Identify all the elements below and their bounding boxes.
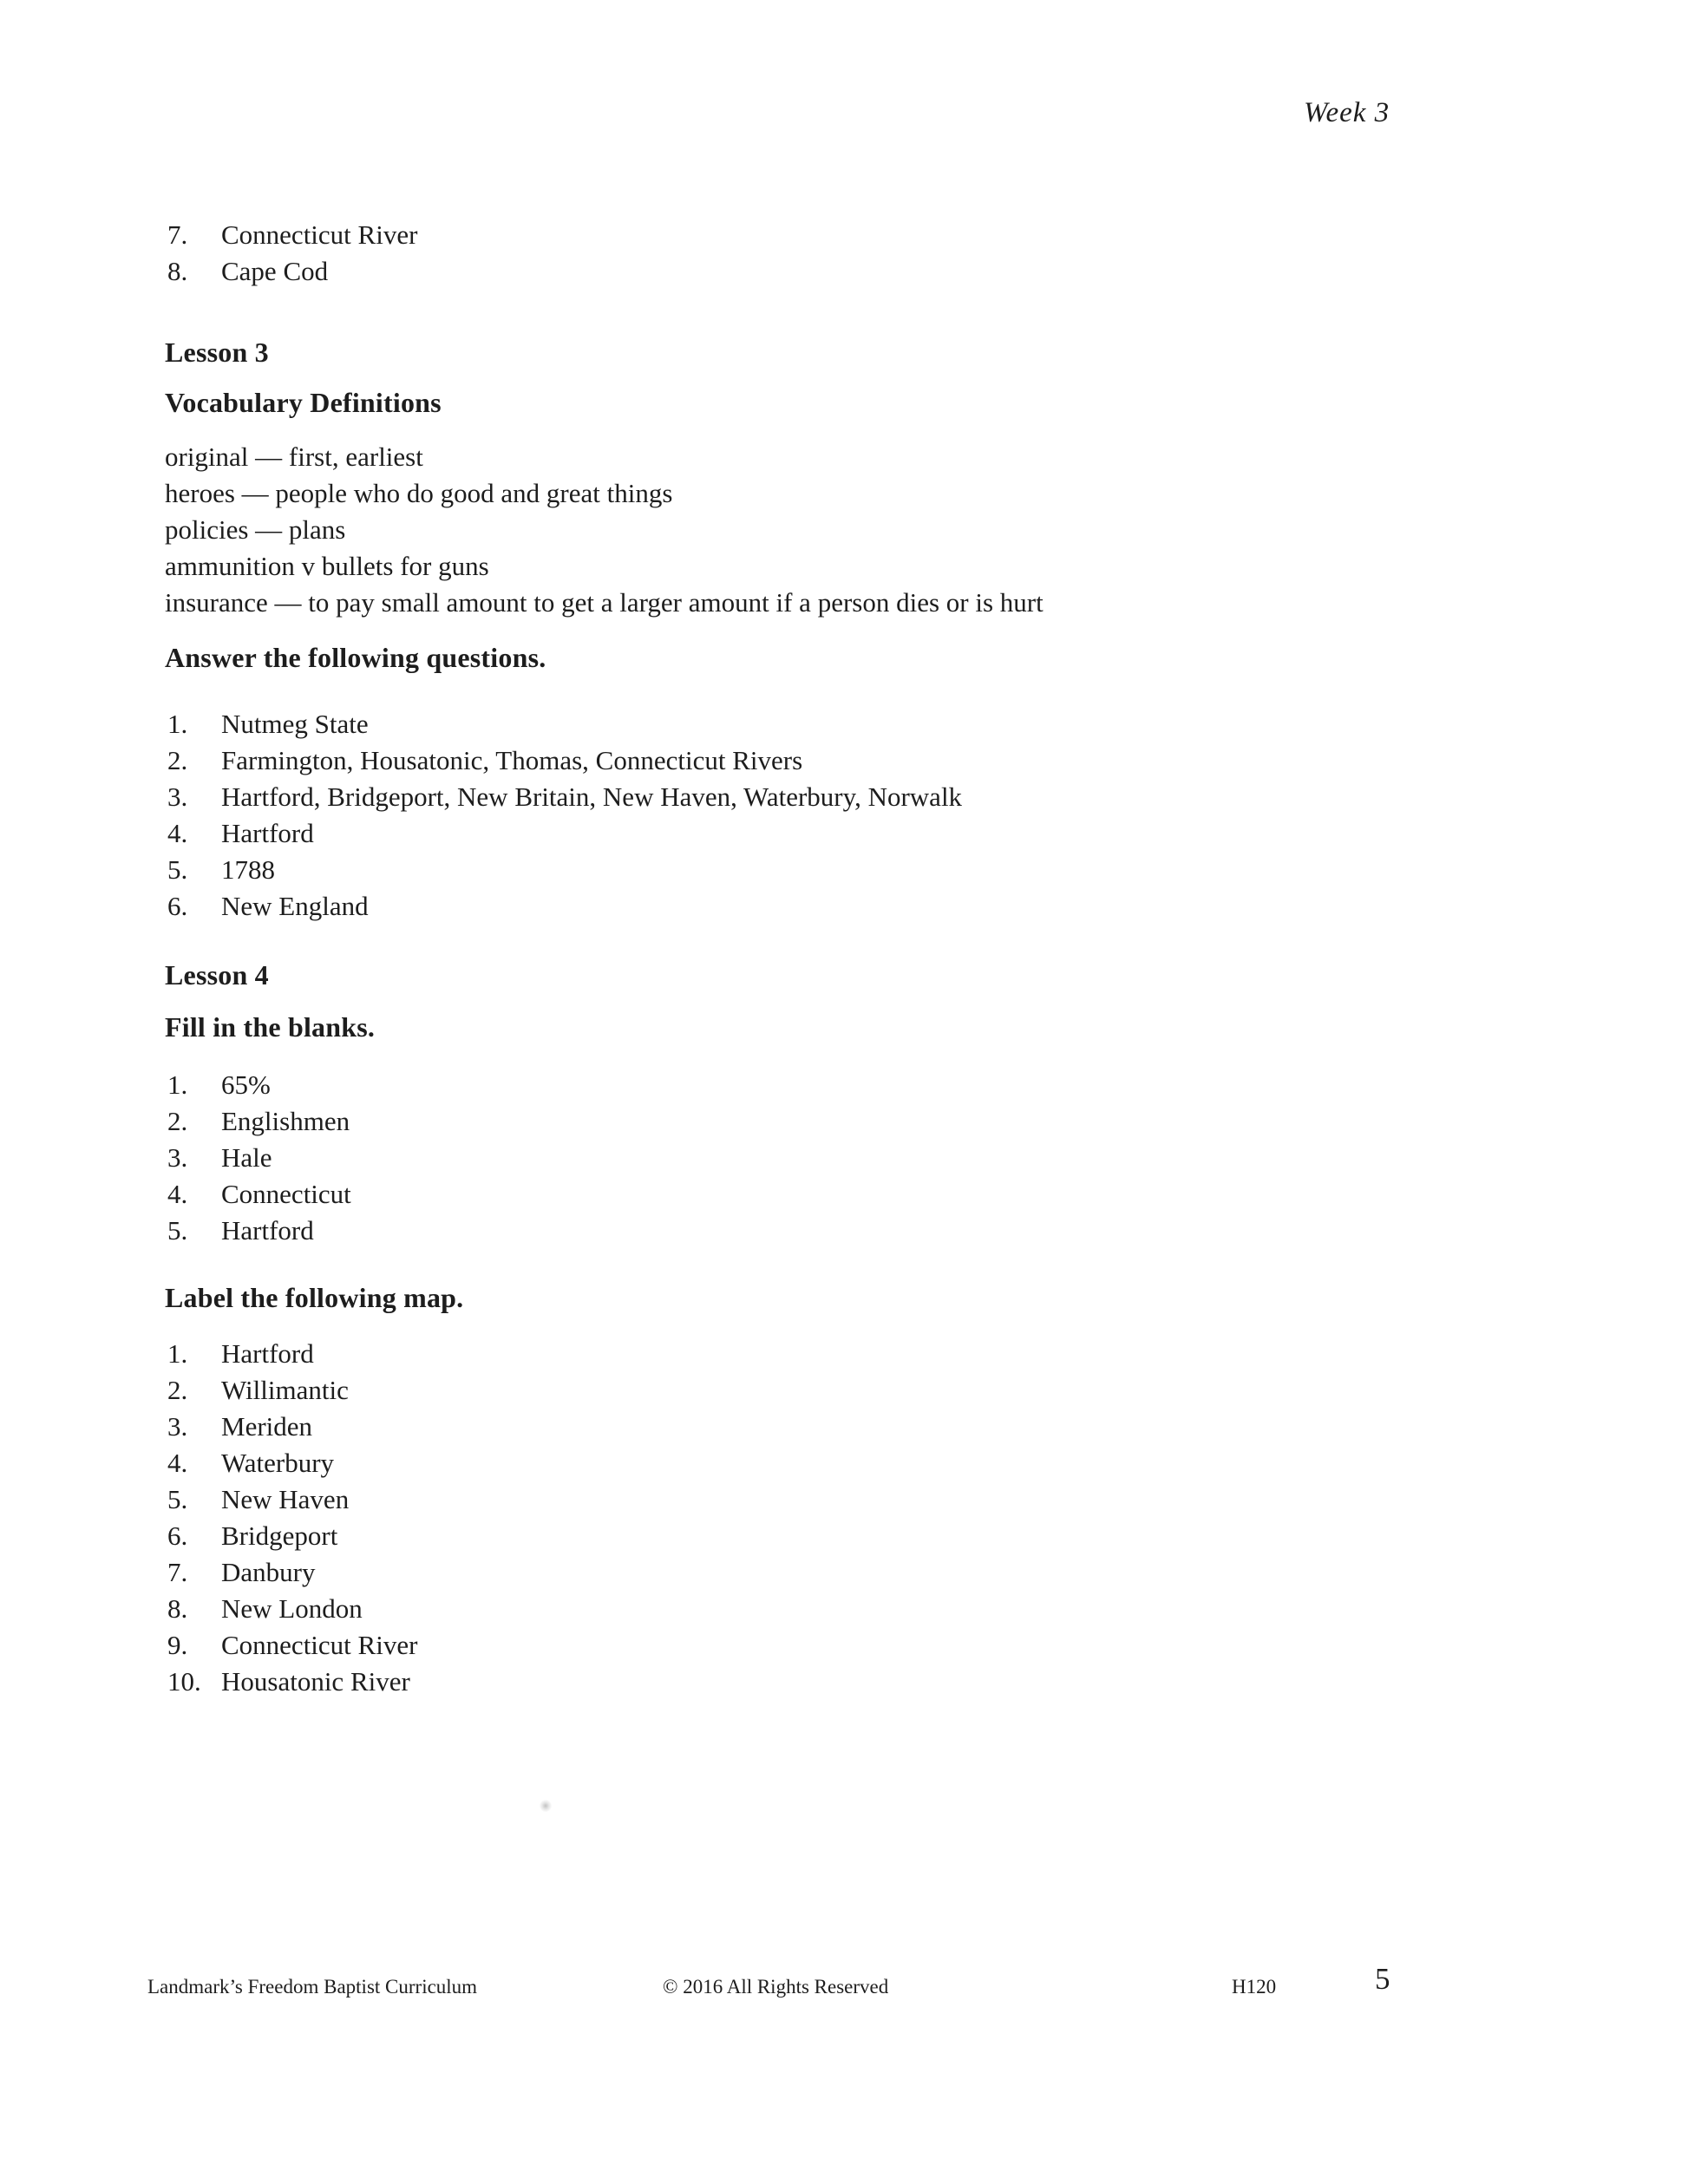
list-item-text: Hale <box>221 1142 272 1173</box>
list-item-text: New London <box>221 1593 363 1624</box>
map-labels-answers-list <box>167 1336 417 1700</box>
list-item-number: 3. <box>167 781 188 812</box>
list-item-text: Meriden <box>221 1411 313 1442</box>
list-item-number: 8. <box>167 256 188 286</box>
answer-questions-heading: Answer the following questions. <box>165 642 546 673</box>
list-item-number: 7. <box>167 1557 188 1587</box>
vocabulary-definitions-heading: Vocabulary Definitions <box>165 387 442 418</box>
list-item-text: Connecticut River <box>221 1630 418 1660</box>
list-item-number: 6. <box>167 1520 188 1551</box>
list-item <box>167 1664 417 1700</box>
fill-in-the-blanks-heading: Fill in the blanks. <box>165 1011 376 1043</box>
lesson3-title: Lesson 3 <box>165 337 269 368</box>
list-item <box>167 1140 351 1176</box>
list-item-number: 5. <box>167 1484 188 1514</box>
footer-copyright-text: © 2016 All Rights Reserved <box>663 1976 889 1998</box>
list-item-number: 4. <box>167 818 188 848</box>
scan-artifact-speck <box>540 1800 552 1812</box>
list-item <box>167 253 417 290</box>
list-item-text: Bridgeport <box>221 1520 338 1551</box>
definition-line: original — first, earliest <box>165 441 423 472</box>
list-item <box>167 1591 417 1627</box>
list-item-text: 65% <box>221 1069 271 1100</box>
list-item <box>167 779 962 815</box>
vocabulary-definitions-list <box>165 439 1044 621</box>
list-item <box>167 815 962 852</box>
list-item-number: 4. <box>167 1448 188 1478</box>
list-item-number: 3. <box>167 1142 188 1173</box>
list-item-text: Hartford <box>221 1215 314 1246</box>
list-item-number: 5. <box>167 1215 188 1246</box>
list-item <box>167 1409 417 1445</box>
list-item-number: 2. <box>167 1106 188 1136</box>
label-map-heading: Label the following map. <box>165 1282 464 1313</box>
list-item-text: New England <box>221 891 369 921</box>
list-item-number: 10. <box>167 1666 201 1697</box>
list-item <box>167 1554 417 1591</box>
footer-page-number: 5 <box>1375 1962 1390 1996</box>
list-item-number: 8. <box>167 1593 188 1624</box>
list-item <box>167 742 962 779</box>
page-header-week-label: Week 3 <box>1304 97 1390 128</box>
list-item <box>167 1067 351 1103</box>
list-item-number: 1. <box>167 1338 188 1369</box>
list-item <box>167 1481 417 1518</box>
definition-line: heroes — people who do good and great things <box>165 478 673 508</box>
list-item-text: Nutmeg State <box>221 709 369 739</box>
list-item-text: Hartford <box>221 818 314 848</box>
list-item <box>167 1627 417 1664</box>
list-item <box>167 706 962 742</box>
list-item-text: Waterbury <box>221 1448 335 1478</box>
list-item <box>167 1372 417 1409</box>
lesson3-answers-list <box>167 706 962 925</box>
list-item-number: 7. <box>167 219 188 250</box>
list-item-text: Hartford, Bridgeport, New Britain, New Haven, Waterbury, Norwalk <box>221 781 963 812</box>
list-item-number: 2. <box>167 1375 188 1405</box>
list-item-text: Connecticut River <box>221 219 418 250</box>
list-item-text: Willimantic <box>221 1375 349 1405</box>
list-item-number: 4. <box>167 1179 188 1209</box>
list-item-text: Englishmen <box>221 1106 350 1136</box>
fill-in-the-blanks-answers-list <box>167 1067 351 1249</box>
list-item <box>167 1445 417 1481</box>
list-item <box>167 1176 351 1213</box>
list-item-number: 6. <box>167 891 188 921</box>
footer-publisher-text: Landmark’s Freedom Baptist Curriculum <box>147 1976 478 1998</box>
list-item <box>167 852 962 888</box>
list-item-text: 1788 <box>221 854 275 885</box>
list-item <box>167 217 417 253</box>
list-item-number: 1. <box>167 1069 188 1100</box>
list-item-number: 2. <box>167 745 188 775</box>
list-item <box>167 1213 351 1249</box>
list-item <box>167 1518 417 1554</box>
list-item <box>167 1336 417 1372</box>
list-item-number: 3. <box>167 1411 188 1442</box>
list-item-text: Hartford <box>221 1338 314 1369</box>
definition-line: ammunition v bullets for guns <box>165 551 489 581</box>
lesson4-title: Lesson 4 <box>165 959 269 991</box>
list-item <box>167 888 962 925</box>
list-item-text: Housatonic River <box>221 1666 410 1697</box>
list-item <box>167 1103 351 1140</box>
list-item-number: 9. <box>167 1630 188 1660</box>
previous-section-answer-list <box>167 217 417 290</box>
list-item-number: 1. <box>167 709 188 739</box>
list-item-text: Danbury <box>221 1557 316 1587</box>
list-item-text: New Haven <box>221 1484 350 1514</box>
list-item-number: 5. <box>167 854 188 885</box>
list-item-text: Cape Cod <box>221 256 329 286</box>
list-item-text: Connecticut <box>221 1179 351 1209</box>
list-item-text: Farmington, Housatonic, Thomas, Connecticut Rivers <box>221 745 803 775</box>
definition-line: policies — plans <box>165 514 346 545</box>
footer-course-code: H120 <box>1232 1976 1277 1998</box>
definition-line: insurance — to pay small amount to get a larger amount if a person dies or is hurt <box>165 587 1044 618</box>
